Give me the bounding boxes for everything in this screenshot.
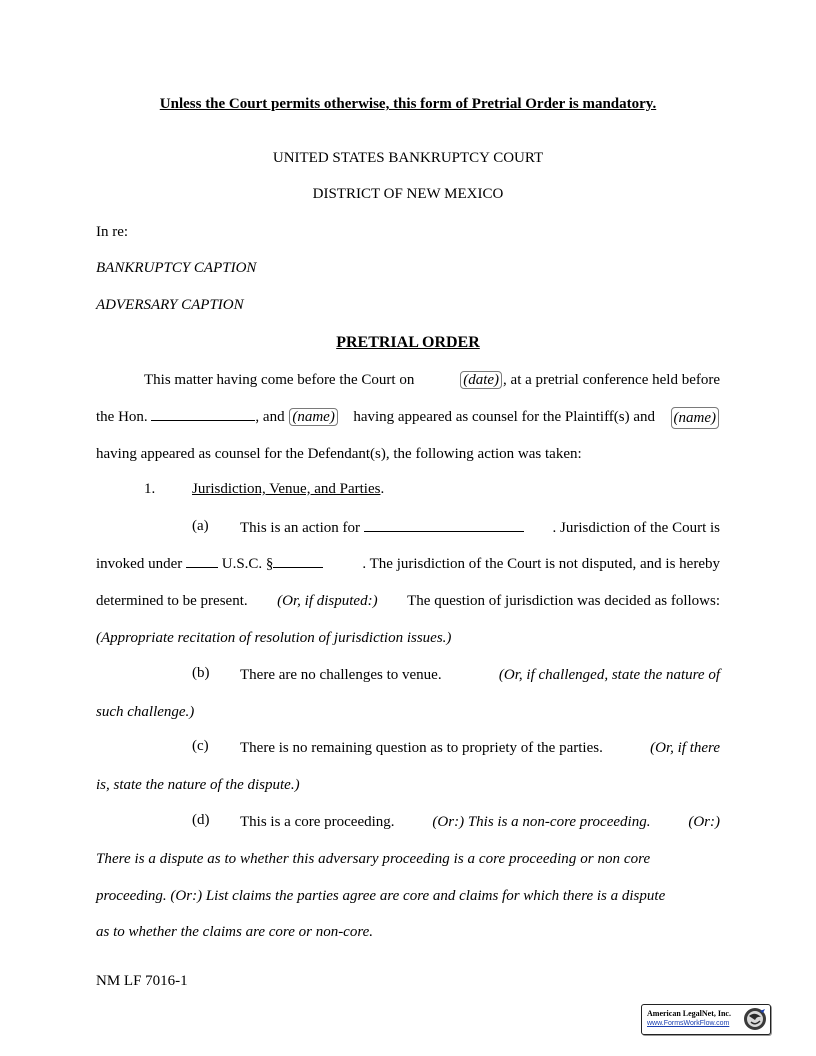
item-text: determined to be present.	[96, 593, 248, 609]
plaintiff-counsel-placeholder[interactable]: (name)	[289, 408, 337, 426]
item-a-line-1	[240, 518, 720, 538]
intro-line-3: having appeared as counsel for the Defendant(s), the following action was taken:	[96, 446, 582, 462]
item-text: . Jurisdiction of the Court is	[552, 520, 720, 536]
item-d-line-3: proceeding. (Or:) List claims the parties agree are core and claims for which there is a dispute	[96, 888, 666, 904]
section-number: 1.	[144, 481, 156, 497]
item-text: This is a core proceeding.	[240, 814, 395, 830]
item-d-label: (d)	[192, 812, 210, 828]
item-instruction: (Or, if there	[650, 740, 720, 756]
section-heading	[192, 481, 384, 498]
item-b-line-1	[240, 665, 720, 685]
usc-section-blank[interactable]	[273, 554, 323, 568]
date-placeholder[interactable]: (date)	[460, 371, 502, 389]
item-text: invoked under	[96, 556, 183, 572]
intro-text: the Hon.	[96, 409, 148, 425]
in-re-label: In re:	[96, 224, 129, 240]
item-b-label: (b)	[192, 665, 210, 681]
logo-company: American LegalNet, Inc.	[647, 1009, 731, 1018]
judge-name-blank[interactable]	[151, 407, 255, 421]
defendant-counsel-placeholder[interactable]: (name)	[671, 407, 719, 429]
form-id: NM LF 7016-1	[96, 973, 188, 989]
item-text: There is no remaining question as to propriety of the parties.	[240, 740, 603, 756]
globe-icon	[743, 1007, 767, 1031]
intro-text: having appeared as counsel for the Plaintiff(s) and	[353, 409, 656, 425]
court-name: UNITED STATES BANKRUPTCY COURT	[272, 150, 544, 166]
item-a-label: (a)	[192, 518, 209, 534]
item-a-line-3	[96, 591, 720, 611]
item-d-line-1	[240, 812, 720, 832]
intro-text: , at a pretrial conference held before	[503, 372, 720, 388]
item-instruction: (Or:)	[688, 814, 720, 830]
mandatory-notice: Unless the Court permits otherwise, this form of Pretrial Order is mandatory.	[159, 96, 657, 112]
usc-title-blank[interactable]	[186, 554, 218, 568]
publisher-logo[interactable]	[641, 1004, 771, 1035]
item-c-line-2: is, state the nature of the dispute.)	[96, 777, 300, 793]
item-a-line-4: (Appropriate recitation of resolution of jurisdiction issues.)	[96, 630, 452, 646]
item-c-line-1	[240, 738, 720, 758]
item-text: The question of jurisdiction was decided as follows:	[407, 593, 720, 609]
item-text: . The jurisdiction of the Court is not disputed, and is hereby	[362, 556, 720, 572]
bankruptcy-caption: BANKRUPTCY CAPTION	[96, 260, 257, 276]
action-type-blank[interactable]	[364, 518, 524, 532]
district-name: DISTRICT OF NEW MEXICO	[312, 186, 504, 202]
section-heading-text: Jurisdiction, Venue, and Parties	[192, 481, 381, 497]
adversary-caption: ADVERSARY CAPTION	[96, 297, 244, 313]
item-instruction: (Or:) This is a non-core proceeding.	[432, 814, 651, 830]
item-d-line-2: There is a dispute as to whether this adversary proceeding is a core proceeding or non core	[96, 851, 651, 867]
item-text: U.S.C. §	[221, 556, 274, 572]
intro-line-1	[144, 370, 720, 390]
intro-text: This matter having come before the Court on	[144, 372, 415, 388]
item-c-label: (c)	[192, 738, 209, 754]
item-d-line-4: as to whether the claims are core or non-core.	[96, 924, 374, 940]
section-heading-period: .	[380, 481, 385, 497]
item-b-line-2: such challenge.)	[96, 704, 195, 720]
intro-line-2	[96, 407, 720, 429]
logo-url[interactable]: www.FormsWorkFlow.com	[647, 1020, 730, 1027]
item-instruction: (Or, if challenged, state the nature of	[498, 667, 720, 683]
page-title: PRETRIAL ORDER	[336, 334, 480, 351]
item-text: There are no challenges to venue.	[240, 667, 442, 683]
item-instruction: (Or, if disputed:)	[277, 593, 378, 609]
item-text: This is an action for	[240, 520, 360, 536]
intro-text: , and	[255, 409, 285, 425]
item-a-line-2	[96, 554, 720, 574]
